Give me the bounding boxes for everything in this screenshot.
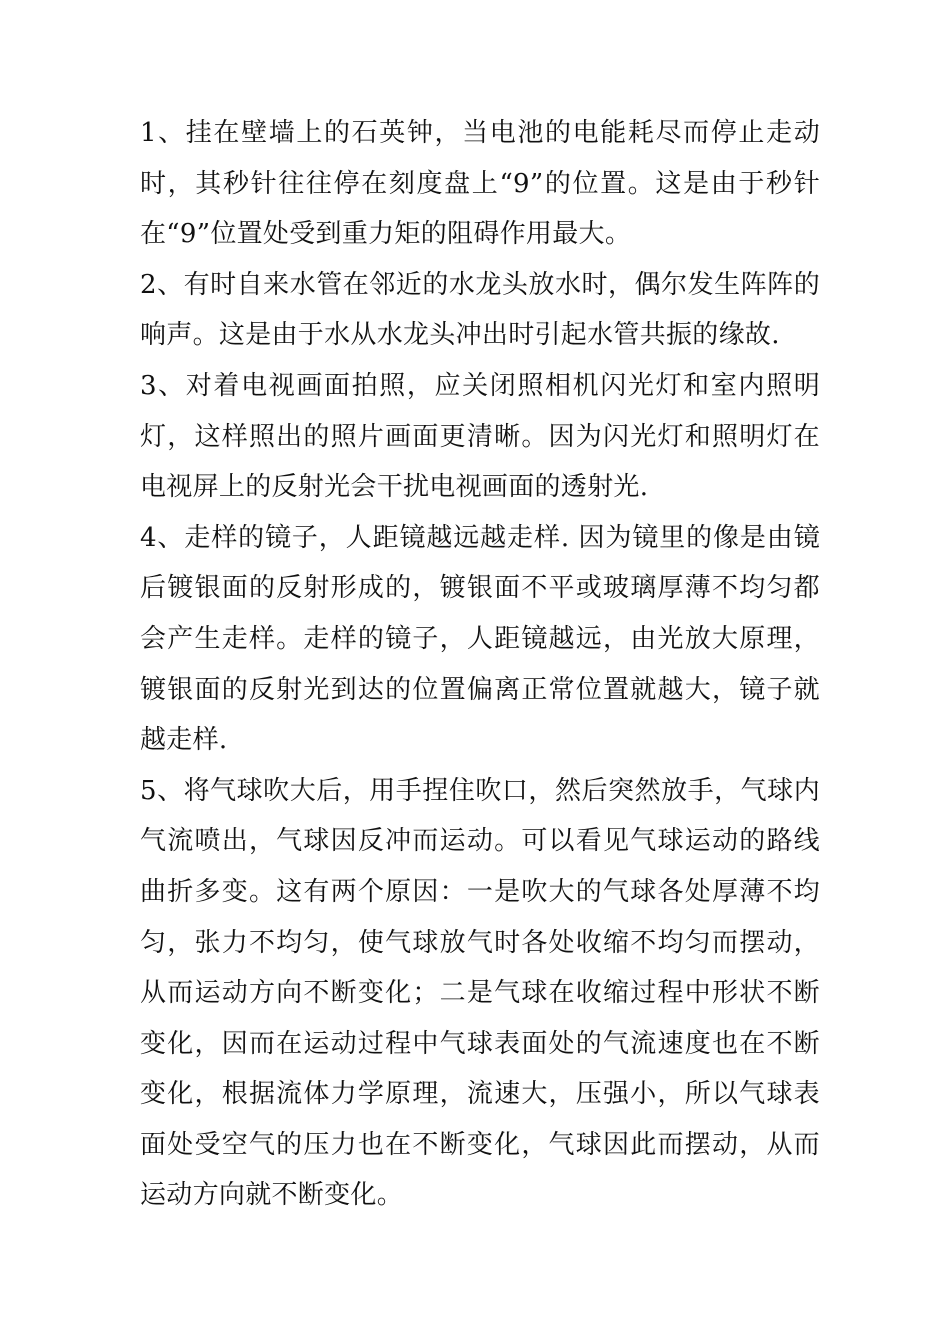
paragraph-2: 2、有时自来水管在邻近的水龙头放水时，偶尔发生阵阵的响声。这是由于水从水龙头冲出时引起水管共振的缘故.: [140, 269, 820, 351]
paragraph-1: 1、挂在壁墙上的石英钟，当电池的电能耗尽而停止走动时，其秒针往往停在刻度盘上“9”的位置。这是由于秒针在“9”位置处受到重力矩的阻碍作用最大。: [140, 118, 820, 250]
paragraph-3: 3、对着电视画面拍照，应关闭照相机闪光灯和室内照明灯，这样照出的照片画面更清晰。因为闪光灯和照明灯在电视屏上的反射光会干扰电视画面的透射光.: [140, 370, 820, 503]
paragraph-4: 4、走样的镜子，人距镜越远越走样. 因为镜里的像是由镜后镀银面的反射形成的，镀银面不平或玻璃厚薄不均匀都会产生走样。走样的镜子，人距镜越远，由光放大原理，镀银面的反射光到达的位置偏离正常位置就越大，镜子就越走样.: [140, 522, 820, 756]
document-body: [140, 108, 820, 1221]
paragraph-5: 5、将气球吹大后，用手捏住吹口，然后突然放手，气球内气流喷出，气球因反冲而运动。可以看见气球运动的路线曲折多变。这有两个原因：一是吹大的气球各处厚薄不均匀，张力不均匀，使气球放气时各处收缩不均匀而摆动，从而运动方向不断变化；二是气球在收缩过程中形状不断变化，因而在运动过程中气球表面处的气流速度也在不断变化，根据流体力学原理，流速大，压强小，所以气球表面处受空气的压力也在不断变化，气球因此而摆动，从而运动方向就不断变化。: [140, 775, 820, 1211]
